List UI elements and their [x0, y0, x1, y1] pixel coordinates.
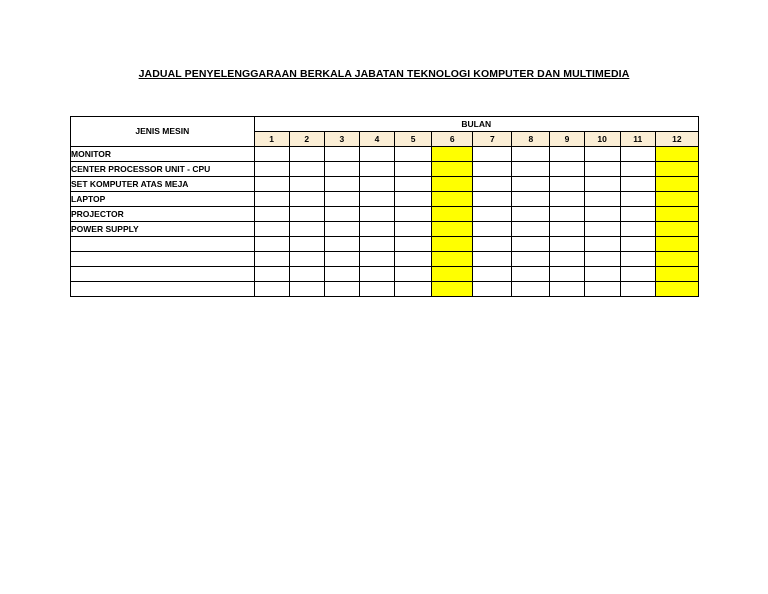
table-row [71, 192, 699, 207]
month-cell [395, 162, 432, 177]
month-cell [512, 237, 550, 252]
month-cell [584, 222, 620, 237]
month-cell [254, 192, 289, 207]
highlighted-month-cell [655, 192, 698, 207]
month-cell [584, 177, 620, 192]
machine-type-cell: SET KOMPUTER ATAS MEJA [71, 177, 255, 192]
month-cell [289, 252, 324, 267]
month-cell [584, 207, 620, 222]
month-cell [620, 192, 655, 207]
highlighted-month-cell [432, 207, 473, 222]
highlighted-month-cell [432, 282, 473, 297]
month-cell [254, 237, 289, 252]
month-cell [289, 207, 324, 222]
month-cell [395, 252, 432, 267]
month-cell [254, 222, 289, 237]
month-cell [359, 147, 394, 162]
month-cell [620, 222, 655, 237]
highlighted-month-cell [432, 162, 473, 177]
month-header: 1 [254, 132, 289, 147]
month-cell [473, 267, 512, 282]
month-cell [289, 147, 324, 162]
month-cell [359, 237, 394, 252]
month-cell [620, 237, 655, 252]
highlighted-month-cell [432, 237, 473, 252]
month-cell [620, 162, 655, 177]
month-header: 6 [432, 132, 473, 147]
month-cell [324, 162, 359, 177]
highlighted-month-cell [655, 282, 698, 297]
month-cell [254, 252, 289, 267]
machine-type-cell [71, 252, 255, 267]
month-cell [289, 282, 324, 297]
highlighted-month-cell [432, 147, 473, 162]
month-cell [584, 267, 620, 282]
month-cell [289, 237, 324, 252]
machine-type-cell: LAPTOP [71, 192, 255, 207]
highlighted-month-cell [655, 267, 698, 282]
month-cell [473, 252, 512, 267]
month-cell [359, 282, 394, 297]
machine-type-cell [71, 237, 255, 252]
month-cell [550, 267, 584, 282]
month-cell [289, 222, 324, 237]
month-cell [395, 177, 432, 192]
month-cell [289, 177, 324, 192]
month-cell [550, 237, 584, 252]
month-cell [254, 147, 289, 162]
month-cell [473, 207, 512, 222]
month-cell [324, 207, 359, 222]
month-cell [512, 282, 550, 297]
month-cell [512, 147, 550, 162]
month-cell [512, 207, 550, 222]
month-header: 11 [620, 132, 655, 147]
month-cell [395, 192, 432, 207]
month-cell [395, 147, 432, 162]
highlighted-month-cell [432, 177, 473, 192]
month-cell [289, 267, 324, 282]
month-cell [620, 267, 655, 282]
month-cell [324, 282, 359, 297]
highlighted-month-cell [655, 252, 698, 267]
machine-type-cell: MONITOR [71, 147, 255, 162]
highlighted-month-cell [432, 192, 473, 207]
month-cell [620, 147, 655, 162]
month-cell [473, 222, 512, 237]
table-row [71, 162, 699, 177]
machine-type-cell: PROJECTOR [71, 207, 255, 222]
month-cell [620, 252, 655, 267]
month-cell [550, 252, 584, 267]
month-cell [359, 207, 394, 222]
month-cell [550, 147, 584, 162]
month-cell [584, 282, 620, 297]
month-cell [473, 177, 512, 192]
month-cell [473, 237, 512, 252]
month-cell [620, 207, 655, 222]
month-cell [324, 267, 359, 282]
month-cell [473, 162, 512, 177]
document-title: JADUAL PENYELENGGARAAN BERKALA JABATAN TEKNOLOGI KOMPUTER DAN MULTIMEDIA [138, 68, 630, 80]
month-cell [254, 162, 289, 177]
month-cell [550, 177, 584, 192]
month-cell [550, 162, 584, 177]
header-row-top [71, 117, 699, 132]
month-cell [289, 162, 324, 177]
month-cell [289, 192, 324, 207]
table-row [71, 237, 699, 252]
month-cell [584, 192, 620, 207]
month-cell [324, 237, 359, 252]
table-row [71, 282, 699, 297]
machine-type-cell: POWER SUPPLY [71, 222, 255, 237]
month-header: 12 [655, 132, 698, 147]
month-cell [254, 267, 289, 282]
month-cell [359, 252, 394, 267]
machine-type-cell: CENTER PROCESSOR UNIT - CPU [71, 162, 255, 177]
month-cell [324, 222, 359, 237]
month-cell [395, 267, 432, 282]
month-header: 2 [289, 132, 324, 147]
schedule-body [71, 147, 699, 297]
table-row [71, 222, 699, 237]
month-cell [512, 222, 550, 237]
table-row [71, 252, 699, 267]
maintenance-schedule-table [70, 116, 699, 297]
month-header: 5 [395, 132, 432, 147]
month-cell [512, 192, 550, 207]
month-header: 3 [324, 132, 359, 147]
month-cell [324, 192, 359, 207]
month-cell [620, 177, 655, 192]
month-cell [584, 252, 620, 267]
highlighted-month-cell [655, 162, 698, 177]
month-cell [584, 162, 620, 177]
column-group-header-bulan: BULAN [254, 117, 698, 132]
highlighted-month-cell [655, 177, 698, 192]
table-row [71, 267, 699, 282]
month-cell [550, 282, 584, 297]
month-cell [550, 207, 584, 222]
month-cell [512, 267, 550, 282]
month-cell [324, 177, 359, 192]
month-cell [359, 192, 394, 207]
month-header: 8 [512, 132, 550, 147]
month-cell [550, 192, 584, 207]
month-cell [359, 267, 394, 282]
highlighted-month-cell [655, 222, 698, 237]
highlighted-month-cell [432, 252, 473, 267]
column-header-jenis-mesin: JENIS MESIN [71, 117, 255, 147]
machine-type-cell [71, 282, 255, 297]
month-cell [359, 177, 394, 192]
month-header: 9 [550, 132, 584, 147]
month-cell [254, 177, 289, 192]
table-row [71, 207, 699, 222]
table-row [71, 147, 699, 162]
month-cell [512, 177, 550, 192]
machine-type-cell [71, 267, 255, 282]
month-cell [584, 147, 620, 162]
month-header: 10 [584, 132, 620, 147]
month-cell [473, 147, 512, 162]
highlighted-month-cell [432, 267, 473, 282]
month-cell [324, 252, 359, 267]
month-header: 7 [473, 132, 512, 147]
month-cell [395, 207, 432, 222]
month-cell [254, 282, 289, 297]
month-cell [473, 282, 512, 297]
month-cell [254, 207, 289, 222]
month-cell [512, 252, 550, 267]
table-row [71, 177, 699, 192]
month-cell [550, 222, 584, 237]
month-cell [395, 282, 432, 297]
month-cell [359, 162, 394, 177]
month-cell [584, 237, 620, 252]
highlighted-month-cell [655, 207, 698, 222]
month-cell [512, 162, 550, 177]
month-cell [359, 222, 394, 237]
month-cell [620, 282, 655, 297]
month-cell [473, 192, 512, 207]
highlighted-month-cell [432, 222, 473, 237]
highlighted-month-cell [655, 147, 698, 162]
month-cell [395, 237, 432, 252]
month-cell [395, 222, 432, 237]
highlighted-month-cell [655, 237, 698, 252]
month-cell [324, 147, 359, 162]
month-header: 4 [359, 132, 394, 147]
